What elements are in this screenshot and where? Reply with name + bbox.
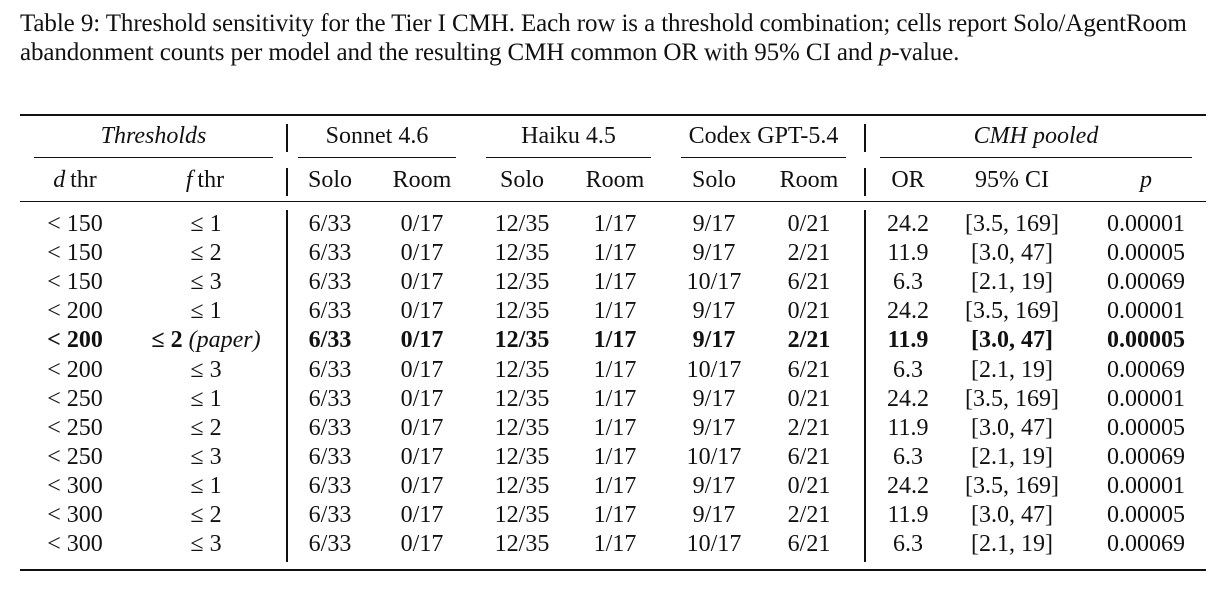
cell-odds-ratio: 11.9 xyxy=(887,502,929,528)
cell-d-threshold: < 200 xyxy=(47,327,103,354)
cell-sonnet-room: 0/17 xyxy=(400,211,444,237)
cell-d-threshold: < 250 xyxy=(47,443,103,470)
cell-confidence-interval: [2.1, 19] xyxy=(971,356,1053,383)
cell-f-value: ≤ 3 xyxy=(190,269,222,296)
cell-d-threshold: < 300 xyxy=(47,531,103,558)
cell-codex-room: 0/21 xyxy=(787,298,831,325)
cell-haiku-room: 1/17 xyxy=(593,269,637,296)
cell-confidence-interval: [2.1, 19] xyxy=(971,269,1053,296)
cell-codex-room: 6/21 xyxy=(787,356,831,383)
cell-f-value: ≤ 2 xyxy=(190,414,222,441)
table-row xyxy=(0,414,1224,443)
vbar-2-subheader xyxy=(864,168,866,196)
cell-odds-ratio: 6.3 xyxy=(893,531,923,558)
cell-p-value: 0.00005 xyxy=(1107,502,1185,528)
cell-f-value: ≤ 3 xyxy=(190,531,222,558)
cell-sonnet-solo: 6/33 xyxy=(308,502,352,528)
cell-sonnet-solo: 6/33 xyxy=(308,211,352,237)
cell-haiku-solo: 12/35 xyxy=(494,327,550,354)
cell-p-value: 0.00001 xyxy=(1107,472,1185,499)
cell-haiku-room: 1/17 xyxy=(593,385,637,412)
cell-codex-room: 2/21 xyxy=(787,502,831,528)
cell-haiku-room: 1/17 xyxy=(593,327,637,354)
table-row xyxy=(0,472,1224,501)
cell-odds-ratio: 24.2 xyxy=(887,211,929,237)
cell-odds-ratio: 6.3 xyxy=(893,269,923,296)
cell-confidence-interval: [3.5, 169] xyxy=(965,385,1059,412)
cell-f-value: ≤ 2 xyxy=(190,502,222,528)
cell-p-value: 0.00001 xyxy=(1107,298,1185,325)
cmidrule-cmh xyxy=(880,157,1192,158)
cell-p-value: 0.00005 xyxy=(1107,327,1185,354)
cell-odds-ratio: 6.3 xyxy=(893,356,923,383)
cell-sonnet-solo: 6/33 xyxy=(308,298,352,325)
group-header-sonnet: Sonnet 4.6 xyxy=(325,123,429,149)
cell-haiku-solo: 12/35 xyxy=(494,269,550,296)
cell-f-value: ≤ 1 xyxy=(190,211,222,237)
table-row xyxy=(0,501,1224,530)
table-row xyxy=(0,268,1224,297)
cell-f-value: ≤ 1 xyxy=(190,472,222,499)
group-header-thresholds: Thresholds xyxy=(100,123,207,149)
cell-sonnet-solo: 6/33 xyxy=(308,472,352,499)
cell-p-value: 0.00001 xyxy=(1107,211,1185,237)
col-header-codex-solo: Solo xyxy=(691,167,736,193)
col-header-p: p xyxy=(1140,167,1152,193)
cell-f-threshold xyxy=(140,501,272,529)
cell-p-value: 0.00005 xyxy=(1107,240,1185,267)
cell-sonnet-room: 0/17 xyxy=(400,298,444,325)
col-header-d-symbol: d xyxy=(53,167,66,193)
cell-sonnet-room: 0/17 xyxy=(400,531,444,558)
table-row xyxy=(0,297,1224,326)
cell-haiku-solo: 12/35 xyxy=(494,502,550,528)
cell-confidence-interval: [3.5, 169] xyxy=(965,211,1059,237)
cell-codex-room: 6/21 xyxy=(787,443,831,470)
cell-codex-solo: 9/17 xyxy=(692,211,736,237)
col-header-or: OR xyxy=(891,167,925,193)
group-header-codex: Codex GPT-5.4 xyxy=(688,123,839,149)
cell-odds-ratio: 11.9 xyxy=(887,327,929,354)
caption-p-symbol: p xyxy=(878,39,892,66)
cell-haiku-solo: 12/35 xyxy=(494,240,550,267)
cmidrule-haiku xyxy=(486,157,651,158)
col-header-f-text: thr xyxy=(197,167,225,193)
cell-f-value: ≤ 3 xyxy=(190,443,222,470)
cell-p-value: 0.00069 xyxy=(1107,269,1185,296)
cell-sonnet-solo: 6/33 xyxy=(308,385,352,412)
cell-haiku-room: 1/17 xyxy=(593,356,637,383)
cell-sonnet-solo: 6/33 xyxy=(308,356,352,383)
col-header-sonnet-room: Room xyxy=(392,167,452,193)
cell-sonnet-room: 0/17 xyxy=(400,414,444,441)
cell-codex-solo: 10/17 xyxy=(686,531,742,558)
table-row xyxy=(0,210,1224,239)
cell-codex-room: 6/21 xyxy=(787,269,831,296)
caption-text: Threshold sensitivity for the Tier I CMH. Each row is a threshold combination; cells report Solo/AgentRoom abandonment counts per model and the resulting CMH common OR with 95% CI and xyxy=(20,10,1187,66)
cell-haiku-solo: 12/35 xyxy=(494,298,550,325)
cell-f-value: ≤ 1 xyxy=(190,298,222,325)
cell-sonnet-solo: 6/33 xyxy=(308,414,352,441)
cell-haiku-solo: 12/35 xyxy=(494,531,550,558)
cell-f-threshold xyxy=(140,239,272,267)
cell-sonnet-solo: 6/33 xyxy=(308,269,352,296)
cell-f-value: ≤ 2 xyxy=(151,327,183,354)
cell-f-threshold xyxy=(140,210,272,238)
header-rule xyxy=(20,201,1206,202)
cell-confidence-interval: [2.1, 19] xyxy=(971,443,1053,470)
cell-codex-room: 0/21 xyxy=(787,385,831,412)
cell-codex-room: 0/21 xyxy=(787,211,831,237)
table-row xyxy=(0,385,1224,414)
cell-codex-solo: 10/17 xyxy=(686,356,742,383)
cell-codex-room: 2/21 xyxy=(787,327,831,354)
cell-confidence-interval: [3.5, 169] xyxy=(965,298,1059,325)
cell-odds-ratio: 24.2 xyxy=(887,472,929,499)
cell-codex-solo: 10/17 xyxy=(686,443,742,470)
cell-codex-room: 2/21 xyxy=(787,414,831,441)
col-header-ci: 95% CI xyxy=(975,167,1049,193)
cell-codex-room: 0/21 xyxy=(787,472,831,499)
cell-sonnet-room: 0/17 xyxy=(400,472,444,499)
cell-d-threshold: < 150 xyxy=(47,211,103,237)
col-header-codex-room: Room xyxy=(779,167,839,193)
col-header-d-thr xyxy=(30,166,120,194)
cell-sonnet-solo: 6/33 xyxy=(308,327,352,354)
cell-sonnet-solo: 6/33 xyxy=(308,443,352,470)
cell-confidence-interval: [3.0, 47] xyxy=(971,327,1053,354)
cell-d-threshold: < 250 xyxy=(47,385,103,412)
cell-codex-solo: 9/17 xyxy=(692,327,736,354)
cell-haiku-solo: 12/35 xyxy=(494,356,550,383)
cell-f-value: ≤ 3 xyxy=(190,356,222,383)
cell-d-threshold: < 300 xyxy=(47,502,103,528)
cell-p-value: 0.00069 xyxy=(1107,531,1185,558)
cell-p-value: 0.00001 xyxy=(1107,385,1185,412)
cell-haiku-room: 1/17 xyxy=(593,531,637,558)
cell-haiku-room: 1/17 xyxy=(593,240,637,267)
cell-codex-solo: 9/17 xyxy=(692,502,736,528)
cell-f-threshold xyxy=(140,414,272,442)
cell-odds-ratio: 11.9 xyxy=(887,414,929,441)
table-row xyxy=(0,326,1224,355)
cell-sonnet-room: 0/17 xyxy=(400,443,444,470)
cell-p-value: 0.00069 xyxy=(1107,443,1185,470)
cell-haiku-solo: 12/35 xyxy=(494,385,550,412)
top-rule xyxy=(20,114,1206,116)
cell-d-threshold: < 150 xyxy=(47,240,103,267)
cell-sonnet-solo: 6/33 xyxy=(308,531,352,558)
cell-p-value: 0.00069 xyxy=(1107,356,1185,383)
table-row xyxy=(0,239,1224,268)
group-header-cmh: CMH pooled xyxy=(973,123,1099,149)
cell-odds-ratio: 11.9 xyxy=(887,240,929,267)
table-row xyxy=(0,443,1224,472)
cell-haiku-room: 1/17 xyxy=(593,211,637,237)
cell-codex-solo: 9/17 xyxy=(692,240,736,267)
cell-haiku-room: 1/17 xyxy=(593,502,637,528)
cell-codex-solo: 9/17 xyxy=(692,385,736,412)
cell-codex-room: 2/21 xyxy=(787,240,831,267)
cell-codex-solo: 9/17 xyxy=(692,298,736,325)
cell-haiku-solo: 12/35 xyxy=(494,443,550,470)
cell-f-threshold xyxy=(140,356,272,384)
cell-sonnet-room: 0/17 xyxy=(400,269,444,296)
cell-paper-note: (paper) xyxy=(188,327,261,354)
table-row xyxy=(0,530,1224,559)
cell-confidence-interval: [3.0, 47] xyxy=(971,414,1053,441)
cell-haiku-room: 1/17 xyxy=(593,443,637,470)
vbar-1-header xyxy=(286,124,288,152)
cell-haiku-solo: 12/35 xyxy=(494,472,550,499)
cell-confidence-interval: [3.0, 47] xyxy=(971,502,1053,528)
cell-haiku-room: 1/17 xyxy=(593,472,637,499)
cell-d-threshold: < 250 xyxy=(47,414,103,441)
cmidrule-thresholds xyxy=(34,157,273,158)
cell-sonnet-room: 0/17 xyxy=(400,385,444,412)
cell-haiku-room: 1/17 xyxy=(593,414,637,441)
col-header-haiku-solo: Solo xyxy=(499,167,544,193)
cell-d-threshold: < 300 xyxy=(47,472,103,499)
cell-sonnet-solo: 6/33 xyxy=(308,240,352,267)
caption-label: Table 9: xyxy=(20,10,101,37)
cell-odds-ratio: 24.2 xyxy=(887,298,929,325)
cell-f-threshold xyxy=(140,326,272,354)
cell-f-threshold xyxy=(140,472,272,500)
cell-p-value: 0.00005 xyxy=(1107,414,1185,441)
cell-confidence-interval: [3.0, 47] xyxy=(971,240,1053,267)
cell-sonnet-room: 0/17 xyxy=(400,502,444,528)
col-header-f-symbol: f xyxy=(185,167,193,193)
col-header-f-thr xyxy=(160,166,250,194)
cell-f-threshold xyxy=(140,268,272,296)
cell-f-threshold xyxy=(140,443,272,471)
col-header-d-text: thr xyxy=(70,167,97,193)
group-header-haiku: Haiku 4.5 xyxy=(521,123,616,149)
col-header-haiku-room: Room xyxy=(585,167,645,193)
cell-odds-ratio: 24.2 xyxy=(887,385,929,412)
cell-sonnet-room: 0/17 xyxy=(400,327,444,354)
cell-haiku-room: 1/17 xyxy=(593,298,637,325)
caption-tail: -value. xyxy=(891,39,960,66)
cell-f-threshold xyxy=(140,297,272,325)
cell-odds-ratio: 6.3 xyxy=(893,443,923,470)
cell-d-threshold: < 200 xyxy=(47,298,103,325)
cell-codex-solo: 10/17 xyxy=(686,269,742,296)
vbar-1-subheader xyxy=(286,168,288,196)
cell-f-value: ≤ 2 xyxy=(190,240,222,267)
cell-haiku-solo: 12/35 xyxy=(494,414,550,441)
col-header-sonnet-solo: Solo xyxy=(307,167,352,193)
vbar-2-header xyxy=(864,124,866,152)
cell-d-threshold: < 150 xyxy=(47,269,103,296)
cell-f-threshold xyxy=(140,385,272,413)
cell-d-threshold: < 200 xyxy=(47,356,103,383)
cell-sonnet-room: 0/17 xyxy=(400,240,444,267)
cell-codex-solo: 9/17 xyxy=(692,472,736,499)
cell-codex-room: 6/21 xyxy=(787,531,831,558)
cell-f-threshold xyxy=(140,530,272,558)
bottom-rule xyxy=(20,569,1206,571)
cmidrule-sonnet xyxy=(298,157,456,158)
table-row xyxy=(0,356,1224,385)
cell-confidence-interval: [2.1, 19] xyxy=(971,531,1053,558)
cmidrule-codex xyxy=(681,157,846,158)
cell-f-value: ≤ 1 xyxy=(190,385,222,412)
cell-haiku-solo: 12/35 xyxy=(494,211,550,237)
table-caption xyxy=(20,9,1210,67)
cell-confidence-interval: [3.5, 169] xyxy=(965,472,1059,499)
cell-codex-solo: 9/17 xyxy=(692,414,736,441)
cell-sonnet-room: 0/17 xyxy=(400,356,444,383)
